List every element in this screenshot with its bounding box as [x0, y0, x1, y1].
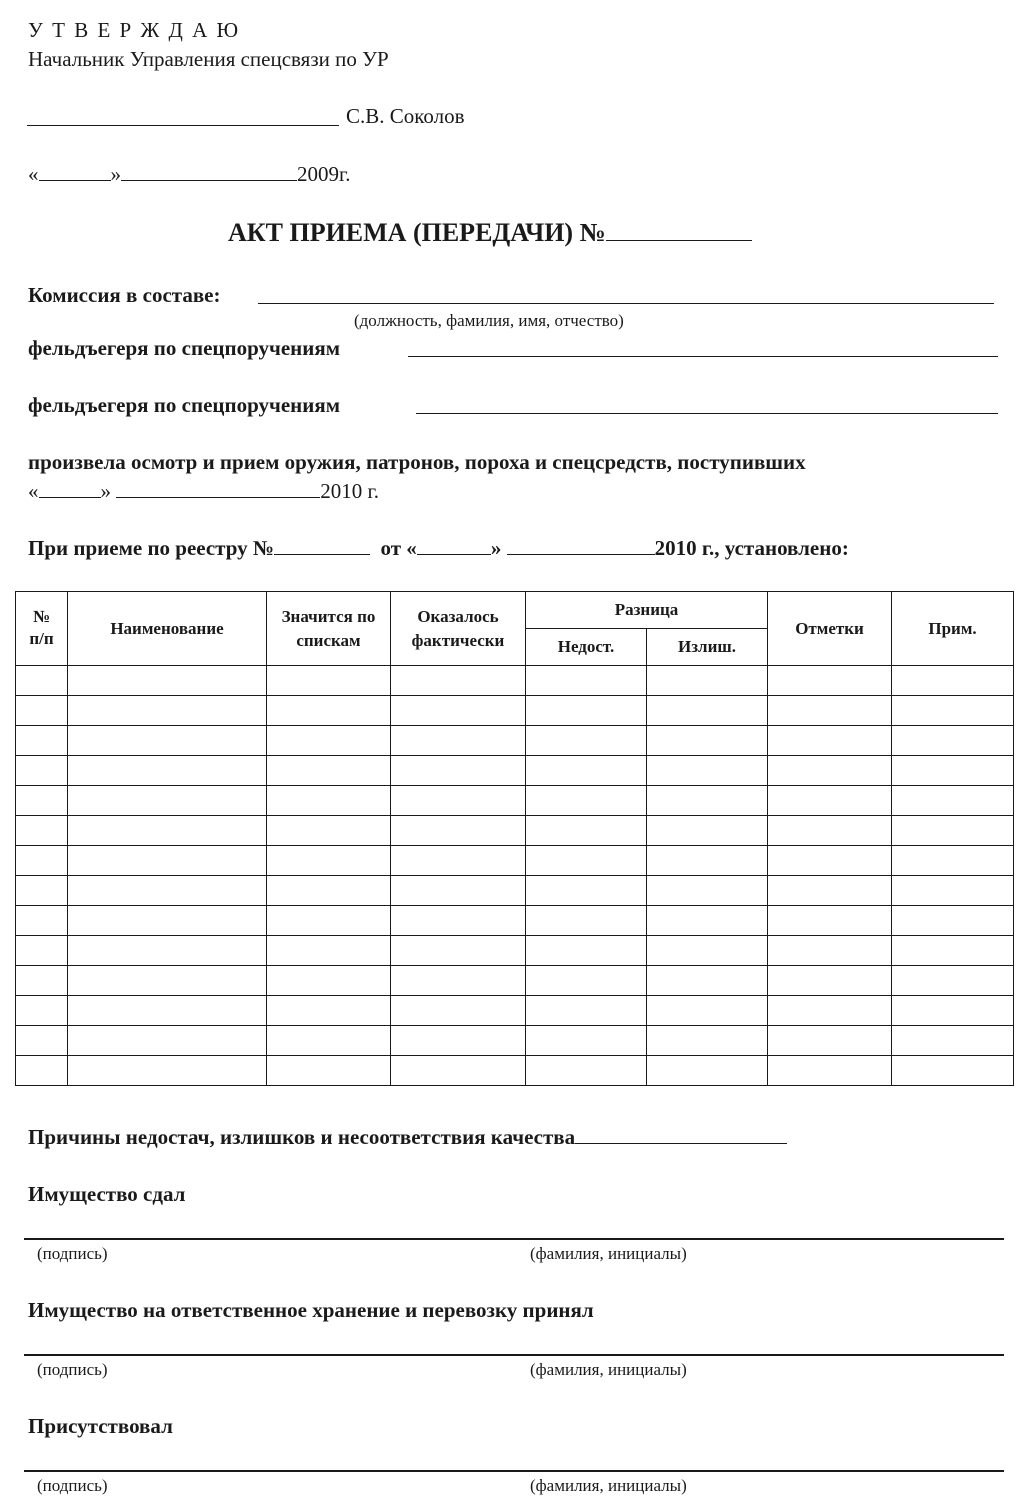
accepted-label: Имущество на ответственное хранение и перевозку принял — [28, 1298, 594, 1322]
table-row — [16, 936, 1014, 966]
table-cell[interactable] — [16, 1056, 68, 1086]
table-cell[interactable] — [267, 666, 391, 696]
table-cell[interactable] — [267, 1056, 391, 1086]
approval-signature-line[interactable] — [27, 125, 339, 126]
table-cell[interactable] — [647, 906, 768, 936]
approval-date-year: 2009г. — [297, 162, 351, 186]
table-cell[interactable] — [526, 816, 647, 846]
table-cell[interactable] — [267, 696, 391, 726]
table-cell[interactable] — [647, 756, 768, 786]
table-cell[interactable] — [647, 696, 768, 726]
table-cell[interactable] — [768, 816, 892, 846]
table-cell[interactable] — [391, 936, 526, 966]
commission-hint: (должность, фамилия, имя, отчество) — [354, 311, 624, 330]
table-cell[interactable] — [391, 666, 526, 696]
inspection-close-quote: » — [100, 479, 111, 503]
present-signature-hint: (подпись) — [37, 1476, 108, 1495]
table-row — [16, 1056, 1014, 1086]
table-cell[interactable] — [267, 816, 391, 846]
table-cell[interactable] — [16, 696, 68, 726]
table-cell[interactable] — [68, 1056, 267, 1086]
registry-line — [28, 536, 849, 561]
approval-heading: У Т В Е Р Ж Д А Ю — [28, 18, 241, 42]
act-number-field[interactable] — [606, 218, 752, 241]
table-cell[interactable] — [16, 816, 68, 846]
col-header-difference: Разница — [526, 592, 768, 629]
handed-signature-line[interactable] — [24, 1238, 1004, 1240]
reasons-line — [28, 1125, 787, 1150]
table-cell[interactable] — [892, 786, 1014, 816]
table-cell[interactable] — [267, 936, 391, 966]
table-cell[interactable] — [892, 906, 1014, 936]
table-cell[interactable] — [526, 846, 647, 876]
table-cell[interactable] — [526, 996, 647, 1026]
table-cell[interactable] — [267, 906, 391, 936]
registry-number-field[interactable] — [274, 536, 370, 555]
table-cell[interactable] — [68, 846, 267, 876]
col-header-num: № п/п — [16, 592, 68, 666]
approval-date — [28, 162, 351, 187]
approval-date-open-quote: « — [28, 162, 39, 186]
accepted-signature-hint: (подпись) — [37, 1360, 108, 1379]
table-cell[interactable] — [526, 936, 647, 966]
inventory-table — [15, 591, 1014, 1086]
table-cell[interactable] — [892, 1026, 1014, 1056]
table-cell[interactable] — [16, 966, 68, 996]
table-cell[interactable] — [892, 666, 1014, 696]
table-cell[interactable] — [16, 1026, 68, 1056]
table-cell[interactable] — [526, 696, 647, 726]
table-cell[interactable] — [16, 786, 68, 816]
table-cell[interactable] — [526, 726, 647, 756]
table-cell[interactable] — [647, 936, 768, 966]
table-cell[interactable] — [68, 876, 267, 906]
inspection-year: 2010 г. — [320, 479, 379, 503]
col-header-shortage: Недост. — [526, 629, 647, 666]
table-cell[interactable] — [68, 786, 267, 816]
accepted-name-hint: (фамилия, инициалы) — [530, 1360, 687, 1379]
table-cell[interactable] — [267, 996, 391, 1026]
table-cell[interactable] — [526, 966, 647, 996]
table-cell[interactable] — [647, 816, 768, 846]
table-cell[interactable] — [647, 726, 768, 756]
table-row — [16, 966, 1014, 996]
col-header-name: Наименование — [68, 592, 267, 666]
handed-signature-hint: (подпись) — [37, 1244, 108, 1263]
table-cell[interactable] — [391, 996, 526, 1026]
table-cell[interactable] — [391, 1026, 526, 1056]
table-cell[interactable] — [768, 786, 892, 816]
table-cell[interactable] — [892, 936, 1014, 966]
table-cell[interactable] — [892, 756, 1014, 786]
table-row — [16, 786, 1014, 816]
registry-from: от « — [380, 536, 417, 560]
table-cell[interactable] — [768, 846, 892, 876]
table-cell[interactable] — [647, 1056, 768, 1086]
table-cell[interactable] — [16, 726, 68, 756]
table-cell[interactable] — [647, 996, 768, 1026]
table-cell[interactable] — [391, 696, 526, 726]
table-cell[interactable] — [526, 906, 647, 936]
handed-name-hint: (фамилия, инициалы) — [530, 1244, 687, 1263]
registry-close-quote: » — [490, 536, 502, 560]
table-cell[interactable] — [768, 936, 892, 966]
table-cell[interactable] — [391, 1056, 526, 1086]
approval-position: Начальник Управления спецсвязи по УР — [28, 47, 389, 71]
reasons-label: Причины недостач, излишков и несоответствия качества — [28, 1125, 576, 1149]
col-header-surplus: Излиш. — [647, 629, 768, 666]
reasons-field[interactable] — [575, 1125, 787, 1144]
table-cell[interactable] — [768, 666, 892, 696]
table-cell[interactable] — [526, 1056, 647, 1086]
handed-label: Имущество сдал — [28, 1182, 186, 1206]
table-cell[interactable] — [892, 876, 1014, 906]
inspection-text: произвела осмотр и прием оружия, патронов, пороха и спецсредств, поступивших — [28, 450, 806, 474]
table-cell[interactable] — [647, 786, 768, 816]
table-cell[interactable] — [68, 1026, 267, 1056]
table-cell[interactable] — [16, 996, 68, 1026]
table-cell[interactable] — [892, 1056, 1014, 1086]
col-header-actual: Оказалось фактически — [391, 592, 526, 666]
document-title — [228, 218, 752, 248]
table-row — [16, 666, 1014, 696]
table-cell[interactable] — [68, 726, 267, 756]
table-cell[interactable] — [16, 876, 68, 906]
present-label: Присутствовал — [28, 1414, 173, 1438]
courier-field-2[interactable] — [416, 413, 998, 414]
col-header-note: Прим. — [892, 592, 1014, 666]
table-cell[interactable] — [68, 966, 267, 996]
table-cell[interactable] — [892, 846, 1014, 876]
table-cell[interactable] — [768, 996, 892, 1026]
commission-label: Комиссия в составе: — [28, 283, 221, 307]
inspection-date — [28, 479, 379, 504]
table-cell[interactable] — [768, 906, 892, 936]
table-cell[interactable] — [768, 1026, 892, 1056]
table-cell[interactable] — [68, 756, 267, 786]
table-cell[interactable] — [391, 846, 526, 876]
table-cell[interactable] — [768, 966, 892, 996]
approval-signer: С.В. Соколов — [346, 104, 465, 128]
registry-month-field[interactable] — [507, 536, 655, 555]
table-cell[interactable] — [647, 666, 768, 696]
table-cell[interactable] — [892, 696, 1014, 726]
courier-field-1[interactable] — [408, 356, 998, 357]
commission-field[interactable] — [258, 303, 994, 304]
table-cell[interactable] — [768, 756, 892, 786]
table-cell[interactable] — [391, 876, 526, 906]
table-cell[interactable] — [267, 756, 391, 786]
table-cell[interactable] — [267, 876, 391, 906]
table-body — [16, 666, 1014, 1086]
table-cell[interactable] — [16, 906, 68, 936]
table-cell[interactable] — [68, 666, 267, 696]
table-cell[interactable] — [16, 666, 68, 696]
inspection-month-field[interactable] — [116, 479, 320, 498]
inspection-day-field[interactable] — [39, 479, 101, 498]
table-cell[interactable] — [391, 906, 526, 936]
table-cell[interactable] — [892, 726, 1014, 756]
inspection-open-quote: « — [28, 479, 39, 503]
approval-date-day-field[interactable] — [39, 162, 111, 181]
table-cell[interactable] — [647, 966, 768, 996]
table-row — [16, 846, 1014, 876]
registry-suffix: 2010 г., установлено: — [654, 536, 849, 560]
table-cell[interactable] — [267, 1026, 391, 1056]
table-cell[interactable] — [768, 726, 892, 756]
table-cell[interactable] — [68, 696, 267, 726]
table-cell[interactable] — [16, 756, 68, 786]
table-cell[interactable] — [526, 756, 647, 786]
table-cell[interactable] — [647, 876, 768, 906]
present-name-hint: (фамилия, инициалы) — [530, 1476, 687, 1495]
table-row — [16, 996, 1014, 1026]
table-cell[interactable] — [391, 966, 526, 996]
table-cell[interactable] — [892, 966, 1014, 996]
table-cell[interactable] — [647, 846, 768, 876]
table-row — [16, 1026, 1014, 1056]
table-cell[interactable] — [768, 1056, 892, 1086]
table-cell[interactable] — [526, 666, 647, 696]
table-cell[interactable] — [526, 786, 647, 816]
table-cell[interactable] — [391, 756, 526, 786]
col-header-listed: Значится по спискам — [267, 592, 391, 666]
table-row — [16, 726, 1014, 756]
table-cell[interactable] — [391, 816, 526, 846]
table-cell[interactable] — [768, 696, 892, 726]
table-row — [16, 876, 1014, 906]
courier-label-2: фельдъегеря по спецпоручениям — [28, 393, 341, 417]
table-row — [16, 906, 1014, 936]
approval-date-close-quote: » — [110, 162, 121, 186]
table-row — [16, 696, 1014, 726]
table-row — [16, 816, 1014, 846]
table-cell[interactable] — [16, 936, 68, 966]
table-cell[interactable] — [391, 726, 526, 756]
table-cell[interactable] — [647, 1026, 768, 1056]
registry-prefix: При приеме по реестру № — [28, 536, 275, 560]
table-cell[interactable] — [68, 996, 267, 1026]
table-cell[interactable] — [16, 846, 68, 876]
registry-day-field[interactable] — [417, 536, 491, 555]
table-cell[interactable] — [267, 966, 391, 996]
present-signature-line[interactable] — [24, 1470, 1004, 1472]
table-cell[interactable] — [526, 1026, 647, 1056]
courier-label-1: фельдъегеря по спецпоручениям — [28, 336, 341, 360]
document-title-text: АКТ ПРИЕМА (ПЕРЕДАЧИ) № — [228, 218, 606, 247]
table-cell[interactable] — [68, 936, 267, 966]
approval-date-month-field[interactable] — [121, 162, 297, 181]
table-cell[interactable] — [267, 726, 391, 756]
table-cell[interactable] — [267, 786, 391, 816]
col-header-marks: Отметки — [768, 592, 892, 666]
table-cell[interactable] — [892, 816, 1014, 846]
table-row — [16, 756, 1014, 786]
table-cell[interactable] — [267, 846, 391, 876]
table-cell[interactable] — [768, 876, 892, 906]
table-cell[interactable] — [526, 876, 647, 906]
table-cell[interactable] — [68, 906, 267, 936]
table-cell[interactable] — [892, 996, 1014, 1026]
table-cell[interactable] — [391, 786, 526, 816]
table-cell[interactable] — [68, 816, 267, 846]
accepted-signature-line[interactable] — [24, 1354, 1004, 1356]
